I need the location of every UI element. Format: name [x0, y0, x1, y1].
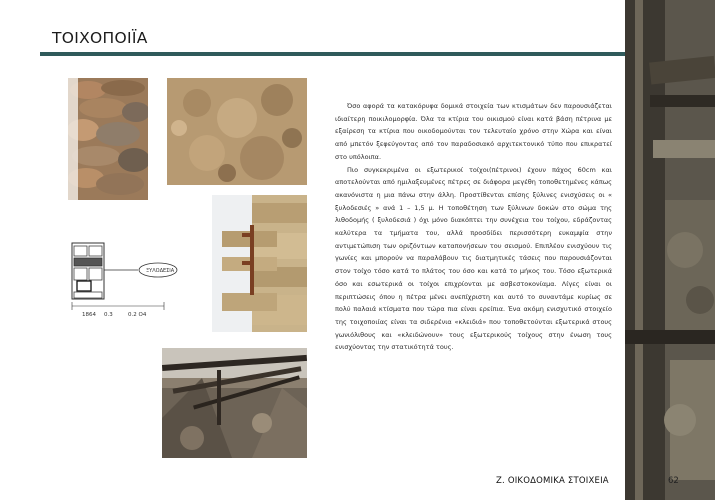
sketch-label-beam: ΞΥΛΟΔΕΣΙΑ [146, 268, 175, 274]
footer-section-title: Ζ. ΟΙΚΟΔΟΜΙΚΑ ΣΤΟΙΧΕΙΑ [496, 476, 609, 486]
sketch-label-dim-1: 0.3 [104, 312, 113, 318]
page-number: 62 [668, 476, 679, 486]
paragraph-1: Όσο αφορά τα κατακόρυφα δομικά στοιχεία των κτισμάτων δεν παρουσιάζεται ιδιαίτερη ποικιλομορφία. Όλα τα κτίρια του οικισμού είναι κατά βάση πέτρινα με εξαίρεση τα κτίρια που οικοδομούνται τον τελευταίο χρόνο στην Χώρα και είναι από μπετόν ξεφεύγοντας από τον παραδοσιακό αρχιτεκτονικό τύπο που επικρατεί στο υπόλοιπα. [335, 102, 612, 161]
body-text-block [335, 100, 612, 354]
sketch-wall-section [60, 240, 180, 326]
sketch-label-dim-2: 0.2 Ο4 [128, 312, 147, 318]
photo-stone-wall [68, 78, 148, 200]
photo-wall-corner-iron-key [212, 195, 307, 332]
side-photo-ruined-wall [625, 0, 715, 500]
paragraph-2: Πιο συγκεκριμένα οι εξωτερικοί τοίχοι(πέτρινοι) έχουν πάχος 60cm και αποτελούνται από ημιλαξευμένες πέτρες σε διάφορα μεγέθη τοποθετημένες κάπως ακανόνιστα η μια πάνω στην άλλη. Προστίθενται επίσης ξύλινες ενισχύσεις οι « ξυλοδεσιές » ανά 1 – 1,5 μ. Η τοποθέτηση των ξύλινων δοκών στο σώμα της λιθοδομής ( ξυλοδεσιά ) όχι μόνο διακόπτει την συνέχεια του τοίχου, εδράζοντας καλύτερα τα τμήματα του, αλλά προσδίδει περισσότερη ευκαμψία στην αντιμετώπιση των οριζόντιων καταπονήσεων του σεισμού. Επιπλέον ενισχύουν τις γωνίες και μπορούν να παραλάβουν τις διατμητικές τάσεις που παρουσιάζονται στον τοίχο τόσο κατά το πλάτος του όσο και κατά το μήκος του. Τόσο εξωτερικά όσο και εσωτερικά οι τοίχοι επιχρίονται με ασβεστοκονίαμα. Λίγες είναι οι περιπτώσεις όπου η πέτρα μένει ανεπίχριστη και αυτό το συναντάμε κυρίως σε πολύ παλαιά κτίσματα που τώρα πια είναι ερείπια. Ένα ακόμη ενισχυτικό στοιχείο της τοιχοποιίας είναι τα σιδερένια «κλειδιά» που τοποθετούνται εξωτερικά στους γωνιόλιθους και «κλειδώνουν» τους εξωτερικούς τοίχους στην ένωση τους ενισχύοντας την στατικότητά τους. [335, 165, 612, 352]
sketch-label-year: 1864 [82, 312, 96, 318]
photo-ruined-roof-beams [162, 348, 307, 458]
photo-plaster-texture [167, 78, 307, 185]
page-title: ΤΟΙΧΟΠΟΙΪΑ [52, 29, 148, 47]
title-divider-bar [40, 52, 715, 56]
